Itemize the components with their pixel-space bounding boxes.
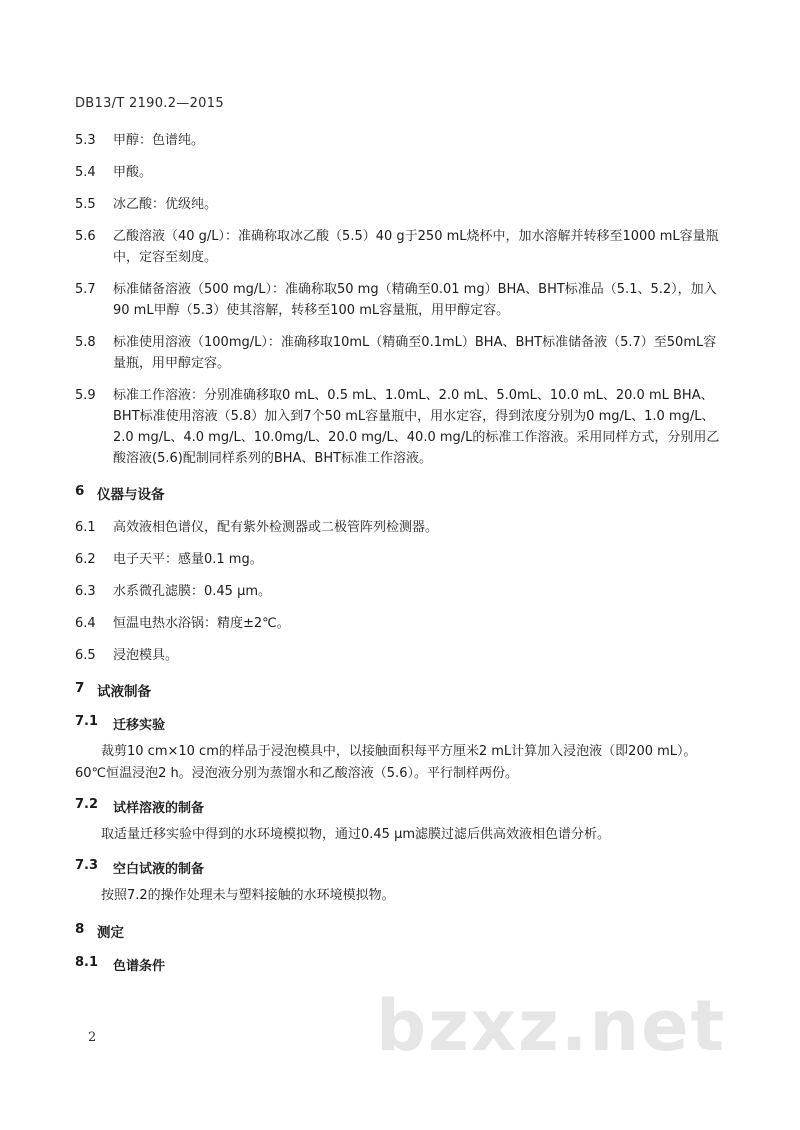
clause-text: 电子天平：感量0.1 mg。	[113, 552, 263, 567]
standard-number: DB13/T 2190.2—2015	[75, 96, 224, 111]
subsection-number: 7.2	[75, 797, 99, 812]
watermark: bzxz.net	[376, 985, 727, 1067]
clause-5-5	[75, 194, 725, 215]
clause-text: 浸泡模具。	[113, 648, 179, 663]
clause-5-3	[75, 130, 725, 151]
clause-6-4	[75, 613, 725, 634]
clause-6-3	[75, 581, 725, 602]
paragraph-7-1: 裁剪10 cm×10 cm的样品于浸泡模具中，以接触面积每平方厘米2 mL计算加入浸泡液（即200 mL）。60℃恒温浸泡2 h。浸泡液分别为蒸馏水和乙酸溶液（5.6）。平行制样两份。	[75, 744, 697, 781]
clause-text: 甲醇：色谱纯。	[113, 133, 205, 148]
section-heading-6	[75, 483, 725, 503]
clause-number: 5.5	[75, 197, 96, 212]
clause-number: 5.8	[75, 335, 96, 350]
clause-number: 6.3	[75, 584, 96, 599]
clause-5-7	[75, 279, 725, 321]
section-title: 测定	[97, 925, 124, 941]
clause-6-1	[75, 517, 725, 538]
page-number: 2	[88, 1030, 97, 1045]
clause-number: 6.1	[75, 520, 96, 535]
subsection-heading-7-2	[75, 797, 725, 816]
section-heading-7	[75, 680, 725, 700]
section-number: 6	[75, 483, 85, 499]
clause-text: 水系微孔滤膜：0.45 μm。	[113, 584, 272, 599]
clause-number: 6.4	[75, 616, 96, 631]
clause-6-2	[75, 549, 725, 570]
clause-text: 高效液相色谱仪，配有紫外检测器或二极管阵列检测器。	[113, 520, 439, 535]
subsection-heading-8-1	[75, 955, 725, 974]
clause-5-8	[75, 332, 725, 374]
section-heading-8	[75, 921, 725, 941]
subsection-title: 试样溶液的制备	[113, 801, 205, 816]
clause-6-5	[75, 645, 725, 666]
section-number: 7	[75, 680, 85, 696]
clause-5-9	[75, 385, 725, 469]
subsection-heading-7-1	[75, 714, 725, 733]
page-content	[75, 130, 725, 982]
paragraph-7-3: 按照7.2的操作处理未与塑料接触的水环境模拟物。	[101, 888, 395, 903]
clause-text: 恒温电热水浴锅：精度±2℃。	[113, 616, 290, 631]
clause-number: 5.4	[75, 165, 96, 180]
subsection-title: 迁移实验	[113, 718, 166, 733]
clause-number: 6.2	[75, 552, 96, 567]
clause-5-6	[75, 226, 725, 268]
section-title: 试液制备	[97, 684, 151, 700]
clause-number: 5.3	[75, 133, 96, 148]
subsection-title: 色谱条件	[113, 959, 166, 974]
clause-text: 标准使用溶液（100mg/L）：准确移取10mL（精确至0.1mL）BHA、BHT标准储备液（5.7）至50mL容量瓶，用甲醇定容。	[113, 335, 717, 371]
clause-number: 5.7	[75, 282, 96, 297]
subsection-heading-7-3	[75, 858, 725, 877]
clause-text: 冰乙酸：优级纯。	[113, 197, 218, 212]
subsection-number: 7.3	[75, 858, 99, 873]
paragraph-7-2: 取适量迁移实验中得到的水环境模拟物，通过0.45 μm滤膜过滤后供高效液相色谱分析。	[101, 827, 611, 842]
clause-text: 乙酸溶液（40 g/L）：准确称取冰乙酸（5.5）40 g于250 mL烧杯中，加水溶解并转移至1000 mL容量瓶中，定容至刻度。	[113, 229, 719, 265]
section-title: 仪器与设备	[97, 487, 165, 503]
clause-number: 5.6	[75, 229, 96, 244]
subsection-title: 空白试液的制备	[113, 862, 205, 877]
clause-number: 5.9	[75, 388, 96, 403]
section-number: 8	[75, 921, 85, 937]
clause-5-4	[75, 162, 725, 183]
clause-number: 6.5	[75, 648, 96, 663]
subsection-number: 8.1	[75, 955, 99, 970]
clause-text: 标准储备溶液（500 mg/L）：准确称取50 mg（精确至0.01 mg）BHA、BHT标准品（5.1、5.2），加入90 mL甲醇（5.3）使其溶解，转移至100 mL容量瓶，用甲醇定容。	[113, 282, 717, 318]
clause-text: 标准工作溶液：分别准确移取0 mL、0.5 mL、1.0mL、2.0 mL、5.0mL、10.0 mL、20.0 mL BHA、BHT标准使用溶液（5.8）加入到7个50 mL容量瓶中，用水定容，得到浓度分别为0 mg/L、1.0 mg/L、2.0 mg/L、4.0 mg/L、10.0mg/L、20.0 mg/L、40.0 mg/L的标准工作溶液。采用同样方式，分别用乙酸溶液(5.6)配制同样系列的BHA、BHT标准工作溶液。	[113, 388, 720, 466]
subsection-number: 7.1	[75, 714, 99, 729]
clause-text: 甲酸。	[113, 165, 153, 180]
